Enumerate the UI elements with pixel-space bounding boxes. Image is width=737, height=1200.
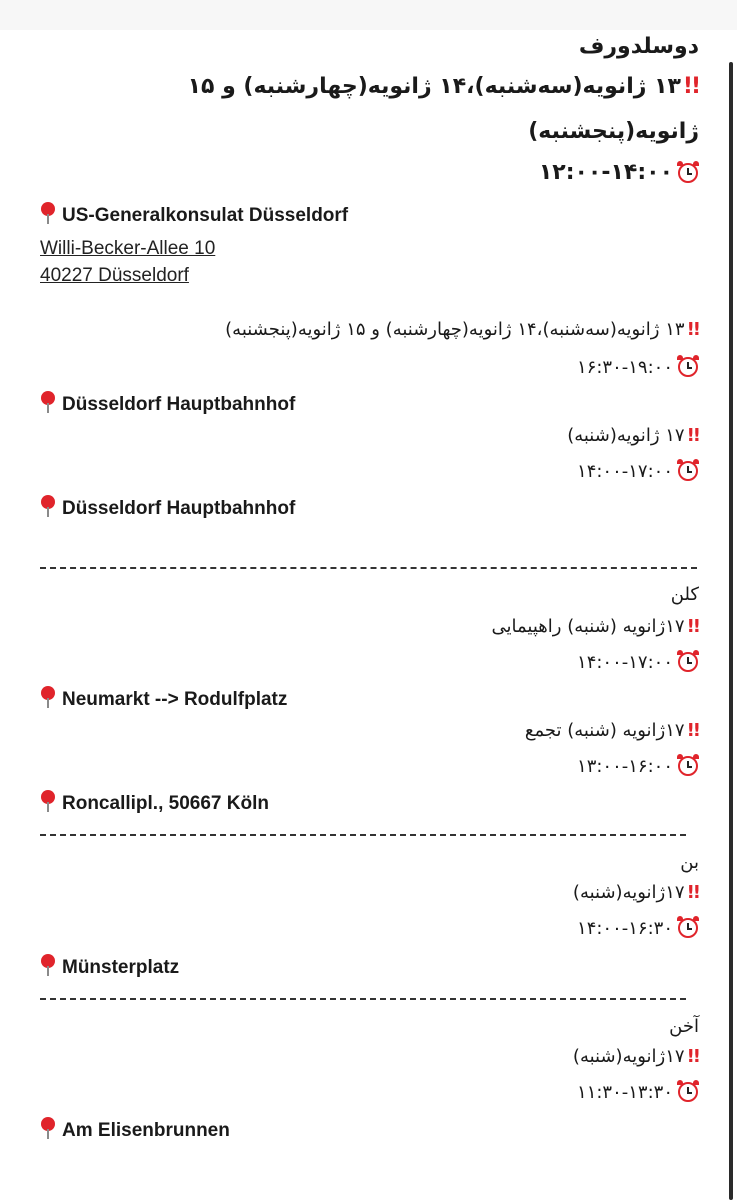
event-date-line: !!۱۷ژانویه (شنبه) تجمع (525, 718, 699, 744)
round-pushpin-icon (40, 202, 56, 224)
section-divider (40, 998, 686, 1000)
event-date-line: ژانویه(پنجشنبه) (528, 119, 699, 144)
alarm-clock-icon (677, 754, 699, 776)
city-title-dusseldorf: دوسلدورف (578, 34, 699, 59)
alarm-clock-icon (677, 1080, 699, 1102)
event-date-line: !!۱۳ ژانویه(سه‌شنبه)،۱۴ ژانویه(چهارشنبه) و ۱۵ (188, 72, 699, 102)
alarm-clock-icon (677, 355, 699, 377)
round-pushpin-icon (40, 495, 56, 517)
event-location: Neumarkt --> Rodulfplatz (40, 686, 287, 713)
double-exclamation-icon: !! (686, 425, 699, 446)
event-time: ۱۳:۰۰-۱۶:۰۰ (577, 754, 699, 780)
event-location: Am Elisenbrunnen (40, 1117, 230, 1144)
double-exclamation-icon: !! (682, 74, 699, 99)
event-date-line: !!۱۳ ژانویه(سه‌شنبه)،۱۴ ژانویه(چهارشنبه) و ۱۵ ژانویه(پنجشنبه) (225, 317, 699, 343)
event-time: ۱۲:۰۰-۱۴:۰۰ (539, 158, 699, 188)
event-location: Düsseldorf Hauptbahnhof (40, 391, 295, 418)
double-exclamation-icon: !! (686, 1046, 699, 1067)
double-exclamation-icon: !! (686, 319, 699, 340)
event-time: ۱۱:۳۰-۱۳:۳۰ (577, 1080, 699, 1106)
round-pushpin-icon (40, 686, 56, 708)
event-date-line: !!۱۷ژانویه (شنبه) راهپیمایی (492, 614, 699, 640)
round-pushpin-icon (40, 790, 56, 812)
city-title-koln: کلن (670, 584, 699, 605)
alarm-clock-icon (677, 650, 699, 672)
city-title-aachen: آخن (669, 1016, 699, 1037)
address-link[interactable]: 40227 Düsseldorf (40, 265, 189, 286)
alarm-clock-icon (677, 161, 699, 183)
section-divider (40, 834, 686, 836)
city-title-bonn: بن (680, 852, 699, 873)
double-exclamation-icon: !! (686, 616, 699, 637)
event-date-line: !!۱۷ ژانویه(شنبه) (567, 423, 699, 449)
section-divider (40, 567, 697, 569)
event-time: ۱۴:۰۰-۱۶:۳۰ (577, 916, 699, 942)
event-time: ۱۴:۰۰-۱۷:۰۰ (577, 459, 699, 485)
double-exclamation-icon: !! (686, 720, 699, 741)
event-location: Münsterplatz (40, 954, 179, 981)
event-date-line: !!۱۷ژانویه(شنبه) (573, 880, 699, 906)
alarm-clock-icon (677, 916, 699, 938)
event-date-line: !!۱۷ژانویه(شنبه) (573, 1044, 699, 1070)
round-pushpin-icon (40, 391, 56, 413)
alarm-clock-icon (677, 459, 699, 481)
double-exclamation-icon: !! (686, 882, 699, 903)
address-link[interactable]: Willi-Becker-Allee 10 (40, 238, 216, 259)
event-location: US-Generalkonsulat Düsseldorf (40, 202, 348, 229)
scrollbar[interactable] (729, 62, 733, 1200)
top-bar (0, 0, 737, 30)
event-location: Düsseldorf Hauptbahnhof (40, 495, 295, 522)
event-time: ۱۴:۰۰-۱۷:۰۰ (577, 650, 699, 676)
round-pushpin-icon (40, 954, 56, 976)
event-location: Roncallipl., 50667 Köln (40, 790, 269, 817)
event-time: ۱۶:۳۰-۱۹:۰۰ (577, 355, 699, 381)
round-pushpin-icon (40, 1117, 56, 1139)
